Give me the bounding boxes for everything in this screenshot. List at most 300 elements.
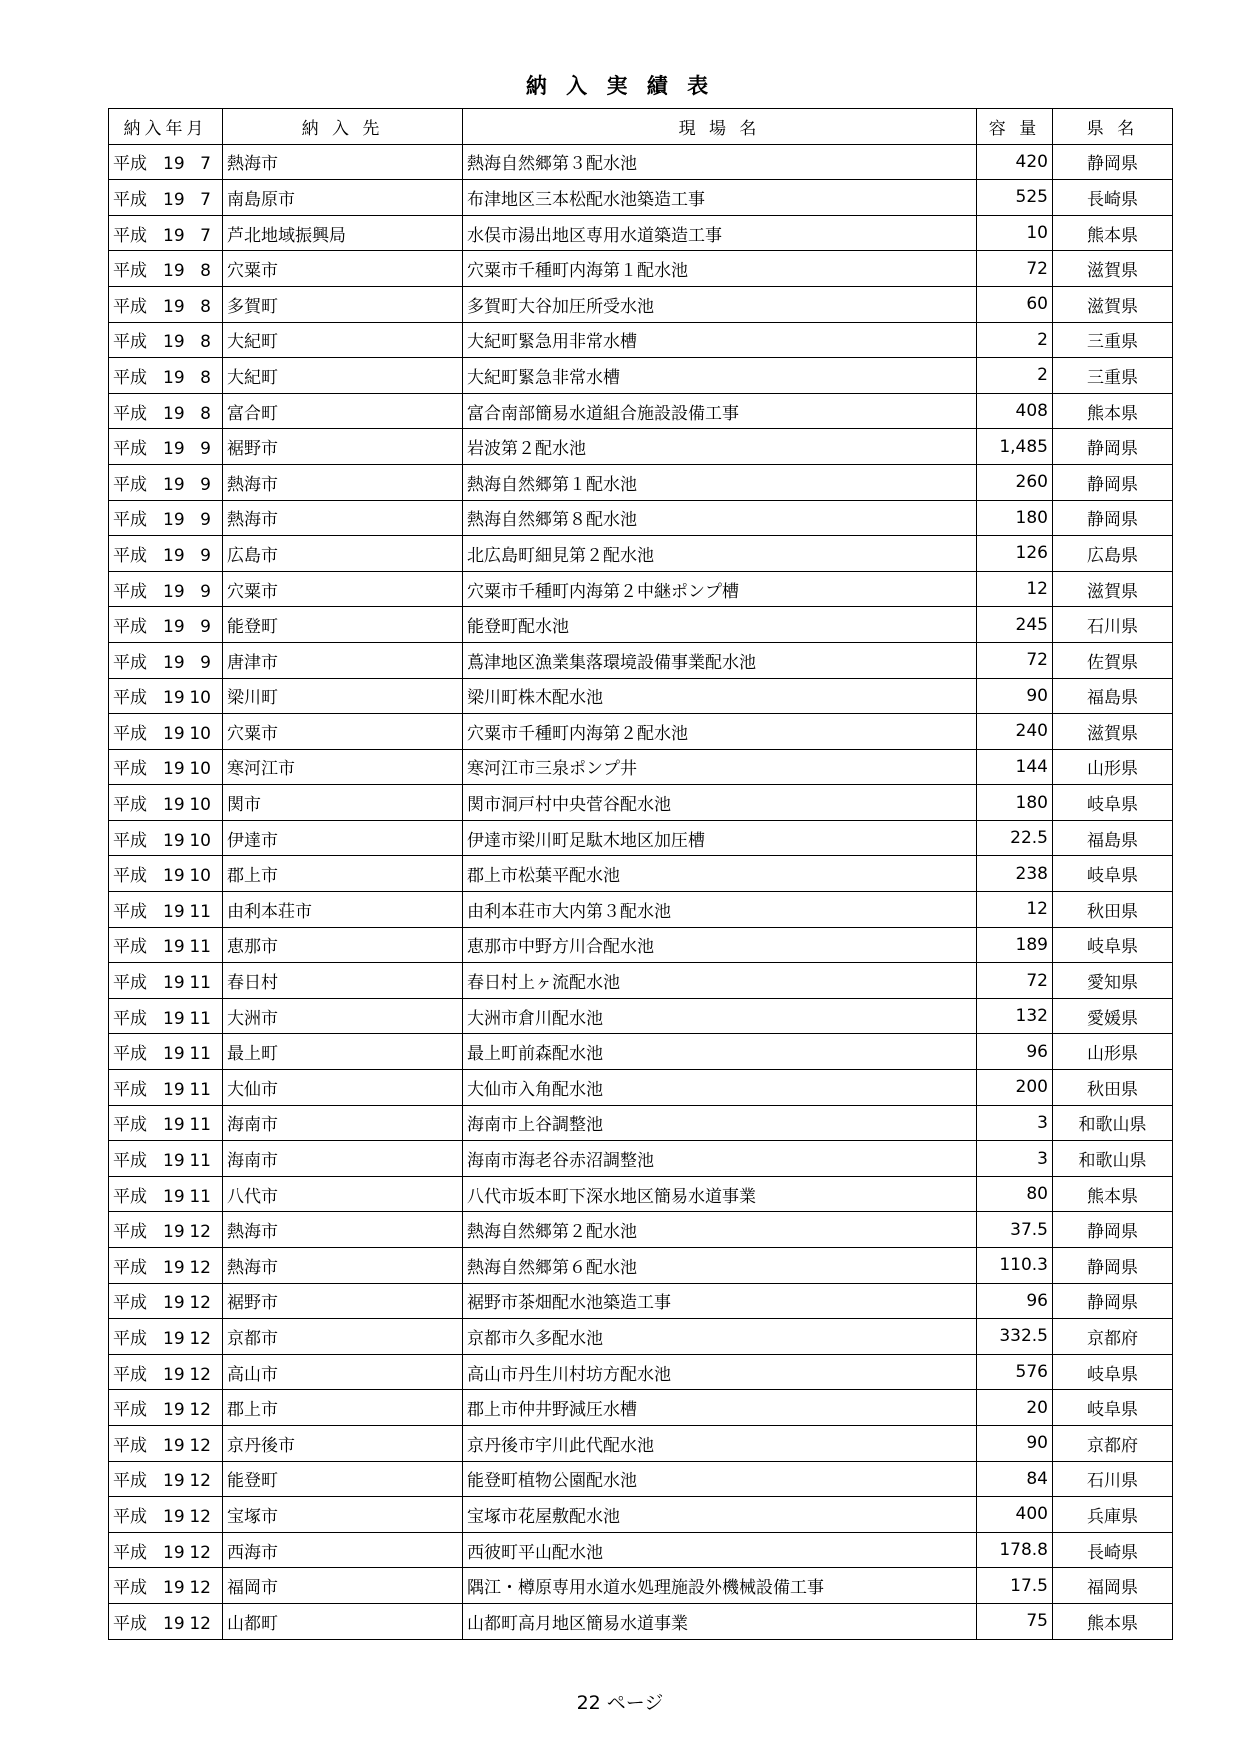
client-cell: 伊達市 [223,820,463,856]
client-cell: 熱海市 [223,1212,463,1248]
table-row [109,500,1173,536]
table-row [109,1425,1173,1461]
page-number: 22 ページ [576,1692,664,1714]
delivery-date-cell [109,963,223,999]
delivery-date-cell [109,358,223,394]
delivery-date-cell [109,1568,223,1604]
site-cell: 水俣市湯出地区専用水道築造工事 [463,215,977,251]
client-cell: 海南市 [223,1141,463,1177]
capacity-cell: 60 [977,286,1053,322]
month: 12 [189,1435,211,1456]
site-cell: 海南市上谷調整池 [463,1105,977,1141]
year: 19 [163,937,185,958]
site-cell: 伊達市梁川町足駄木地区加圧槽 [463,820,977,856]
capacity-cell: 180 [977,500,1053,536]
capacity-cell: 10 [977,215,1053,251]
delivery-date-cell [109,1461,223,1497]
header-site: 現 場 名 [463,109,977,145]
year: 19 [163,617,185,638]
month: 9 [200,439,211,460]
table-row [109,393,1173,429]
delivery-date-cell [109,1212,223,1248]
month: 11 [189,973,211,994]
year: 19 [163,759,185,780]
month: 9 [200,581,211,602]
client-cell: 寒河江市 [223,749,463,785]
month: 11 [189,1008,211,1029]
month: 12 [189,1471,211,1492]
header-capacity: 容 量 [977,109,1053,145]
client-cell: 大仙市 [223,1070,463,1106]
delivery-date-cell [109,1070,223,1106]
client-cell: 福岡市 [223,1568,463,1604]
delivery-date-cell [109,571,223,607]
client-cell: 穴粟市 [223,571,463,607]
prefecture-cell: 長崎県 [1053,1532,1173,1568]
site-cell: 大仙市入角配水池 [463,1070,977,1106]
table-row [109,180,1173,216]
capacity-cell: 400 [977,1497,1053,1533]
prefecture-cell: 福島県 [1053,820,1173,856]
site-cell: 京丹後市宇川此代配水池 [463,1425,977,1461]
table-row [109,785,1173,821]
era: 平成 [113,332,147,353]
month: 11 [189,901,211,922]
prefecture-cell: 岐阜県 [1053,1354,1173,1390]
month: 10 [189,688,211,709]
site-cell: 郡上市松葉平配水池 [463,856,977,892]
year: 19 [163,1257,185,1278]
era: 平成 [113,1115,147,1136]
client-cell: 南島原市 [223,180,463,216]
table-row [109,429,1173,465]
year: 19 [163,154,185,175]
year: 19 [163,581,185,602]
month: 11 [189,1044,211,1065]
era: 平成 [113,403,147,424]
prefecture-cell: 静岡県 [1053,144,1173,180]
month: 10 [189,795,211,816]
prefecture-cell: 和歌山県 [1053,1141,1173,1177]
header-prefecture: 県 名 [1053,109,1173,145]
month: 12 [189,1613,211,1634]
table-row [109,322,1173,358]
prefecture-cell: 滋賀県 [1053,251,1173,287]
table-row [109,749,1173,785]
month: 12 [189,1257,211,1278]
delivery-date-cell [109,785,223,821]
prefecture-cell: 三重県 [1053,322,1173,358]
year: 19 [163,189,185,210]
prefecture-cell: 熊本県 [1053,1176,1173,1212]
era: 平成 [113,367,147,388]
month: 11 [189,1186,211,1207]
delivery-date-cell [109,215,223,251]
site-cell: 山都町高月地区簡易水道事業 [463,1603,977,1639]
year: 19 [163,866,185,887]
capacity-cell: 525 [977,180,1053,216]
client-cell: 芦北地域振興局 [223,215,463,251]
prefecture-cell: 三重県 [1053,358,1173,394]
prefecture-cell: 滋賀県 [1053,571,1173,607]
capacity-cell: 90 [977,1425,1053,1461]
capacity-cell: 144 [977,749,1053,785]
year: 19 [163,1542,185,1563]
table-row [109,1319,1173,1355]
delivery-date-cell [109,998,223,1034]
capacity-cell: 245 [977,607,1053,643]
client-cell: 富合町 [223,393,463,429]
era: 平成 [113,1079,147,1100]
year: 19 [163,1115,185,1136]
site-cell: 熱海自然郷第６配水池 [463,1248,977,1284]
capacity-cell: 17.5 [977,1568,1053,1604]
prefecture-cell: 熊本県 [1053,393,1173,429]
client-cell: 大紀町 [223,322,463,358]
capacity-cell: 90 [977,678,1053,714]
client-cell: 海南市 [223,1105,463,1141]
delivery-date-cell [109,1283,223,1319]
delivery-date-cell [109,1425,223,1461]
site-cell: 隅江・樽原専用水道水処理施設外機械設備工事 [463,1568,977,1604]
delivery-date-cell [109,678,223,714]
era: 平成 [113,545,147,566]
era: 平成 [113,759,147,780]
delivery-date-cell [109,180,223,216]
month: 7 [200,189,211,210]
month: 12 [189,1542,211,1563]
era: 平成 [113,474,147,495]
month: 12 [189,1293,211,1314]
month: 11 [189,1151,211,1172]
client-cell: 多賀町 [223,286,463,322]
page-title: 納 入 実 績 表 [525,74,715,98]
capacity-cell: 332.5 [977,1319,1053,1355]
site-cell: 恵那市中野方川合配水池 [463,927,977,963]
delivery-date-cell [109,251,223,287]
year: 19 [163,1364,185,1385]
client-cell: 春日村 [223,963,463,999]
era: 平成 [113,1613,147,1634]
era: 平成 [113,510,147,531]
delivery-date-cell [109,714,223,750]
prefecture-cell: 和歌山県 [1053,1105,1173,1141]
year: 19 [163,1151,185,1172]
year: 19 [163,367,185,388]
year: 19 [163,795,185,816]
site-cell: 布津地区三本松配水池築造工事 [463,180,977,216]
year: 19 [163,1471,185,1492]
capacity-cell: 420 [977,144,1053,180]
table-row [109,1070,1173,1106]
prefecture-cell: 山形県 [1053,749,1173,785]
prefecture-cell: 静岡県 [1053,1248,1173,1284]
site-cell: 海南市海老谷赤沼調整池 [463,1141,977,1177]
year: 19 [163,1328,185,1349]
era: 平成 [113,901,147,922]
delivery-date-cell [109,464,223,500]
prefecture-cell: 愛媛県 [1053,998,1173,1034]
table-row [109,963,1173,999]
era: 平成 [113,296,147,317]
era: 平成 [113,1044,147,1065]
table-row [109,856,1173,892]
era: 平成 [113,1222,147,1243]
site-cell: 高山市丹生川村坊方配水池 [463,1354,977,1390]
prefecture-cell: 石川県 [1053,1461,1173,1497]
era: 平成 [113,1008,147,1029]
table-row [109,607,1173,643]
capacity-cell: 200 [977,1070,1053,1106]
table-row [109,1497,1173,1533]
site-cell: 多賀町大谷加圧所受水池 [463,286,977,322]
site-cell: 岩波第２配水池 [463,429,977,465]
capacity-cell: 37.5 [977,1212,1053,1248]
table-row [109,251,1173,287]
client-cell: 熱海市 [223,464,463,500]
capacity-cell: 3 [977,1105,1053,1141]
prefecture-cell: 佐賀県 [1053,642,1173,678]
prefecture-cell: 秋田県 [1053,1070,1173,1106]
site-cell: 穴粟市千種町内海第２中継ポンプ槽 [463,571,977,607]
capacity-cell: 132 [977,998,1053,1034]
table-row [109,286,1173,322]
client-cell: 大紀町 [223,358,463,394]
prefecture-cell: 静岡県 [1053,464,1173,500]
capacity-cell: 72 [977,963,1053,999]
table-row [109,714,1173,750]
prefecture-cell: 福岡県 [1053,1568,1173,1604]
header-date: 納入年月 [109,109,223,145]
site-cell: 大紀町緊急用非常水槽 [463,322,977,358]
year: 19 [163,332,185,353]
client-cell: 能登町 [223,1461,463,1497]
year: 19 [163,1222,185,1243]
table-body [109,144,1173,1639]
year: 19 [163,1578,185,1599]
prefecture-cell: 岐阜県 [1053,856,1173,892]
table-row [109,1390,1173,1426]
era: 平成 [113,1506,147,1527]
site-cell: 大洲市倉川配水池 [463,998,977,1034]
month: 12 [189,1364,211,1385]
month: 10 [189,866,211,887]
month: 8 [200,367,211,388]
table-row [109,571,1173,607]
prefecture-cell: 長崎県 [1053,180,1173,216]
table-row [109,464,1173,500]
table-row [109,1105,1173,1141]
month: 10 [189,759,211,780]
year: 19 [163,261,185,282]
year: 19 [163,688,185,709]
delivery-date-cell [109,536,223,572]
delivery-date-cell [109,393,223,429]
site-cell: 穴粟市千種町内海第１配水池 [463,251,977,287]
client-cell: 穴粟市 [223,714,463,750]
year: 19 [163,545,185,566]
year: 19 [163,296,185,317]
year: 19 [163,901,185,922]
site-cell: 由利本荘市大内第３配水池 [463,892,977,928]
year: 19 [163,1079,185,1100]
site-cell: 穴粟市千種町内海第２配水池 [463,714,977,750]
site-cell: 熱海自然郷第１配水池 [463,464,977,500]
site-cell: 蔦津地区漁業集落環境設備事業配水池 [463,642,977,678]
client-cell: 宝塚市 [223,1497,463,1533]
capacity-cell: 576 [977,1354,1053,1390]
month: 12 [189,1578,211,1599]
table-row [109,1034,1173,1070]
delivery-date-cell [109,1034,223,1070]
era: 平成 [113,795,147,816]
prefecture-cell: 滋賀県 [1053,714,1173,750]
delivery-date-cell [109,856,223,892]
prefecture-cell: 静岡県 [1053,1212,1173,1248]
era: 平成 [113,1400,147,1421]
site-cell: 京都市久多配水池 [463,1319,977,1355]
site-cell: 大紀町緊急非常水槽 [463,358,977,394]
capacity-cell: 12 [977,571,1053,607]
year: 19 [163,830,185,851]
capacity-cell: 20 [977,1390,1053,1426]
year: 19 [163,1613,185,1634]
prefecture-cell: 岐阜県 [1053,785,1173,821]
year: 19 [163,1400,185,1421]
client-cell: 熱海市 [223,500,463,536]
table-row [109,998,1173,1034]
era: 平成 [113,1542,147,1563]
era: 平成 [113,688,147,709]
site-cell: 能登町配水池 [463,607,977,643]
delivery-date-cell [109,144,223,180]
era: 平成 [113,154,147,175]
month: 9 [200,510,211,531]
client-cell: 郡上市 [223,1390,463,1426]
month: 11 [189,937,211,958]
year: 19 [163,474,185,495]
era: 平成 [113,1435,147,1456]
client-cell: 高山市 [223,1354,463,1390]
year: 19 [163,1044,185,1065]
year: 19 [163,510,185,531]
month: 11 [189,1079,211,1100]
table-header-row [109,109,1173,145]
delivery-date-cell [109,1141,223,1177]
capacity-cell: 96 [977,1034,1053,1070]
year: 19 [163,439,185,460]
delivery-date-cell [109,286,223,322]
table-row [109,1603,1173,1639]
year: 19 [163,1506,185,1527]
capacity-cell: 75 [977,1603,1053,1639]
year: 19 [163,973,185,994]
site-cell: 梁川町株木配水池 [463,678,977,714]
client-cell: 京丹後市 [223,1425,463,1461]
year: 19 [163,1008,185,1029]
capacity-cell: 178.8 [977,1532,1053,1568]
client-cell: 関市 [223,785,463,821]
client-cell: 恵那市 [223,927,463,963]
month: 9 [200,652,211,673]
era: 平成 [113,1471,147,1492]
table-row [109,1141,1173,1177]
client-cell: 最上町 [223,1034,463,1070]
capacity-cell: 1,485 [977,429,1053,465]
table-row [109,927,1173,963]
table-row [109,892,1173,928]
table-row [109,1212,1173,1248]
prefecture-cell: 静岡県 [1053,500,1173,536]
client-cell: 郡上市 [223,856,463,892]
era: 平成 [113,189,147,210]
prefecture-cell: 岐阜県 [1053,1390,1173,1426]
month: 10 [189,830,211,851]
prefecture-cell: 熊本県 [1053,215,1173,251]
site-cell: 春日村上ヶ流配水池 [463,963,977,999]
era: 平成 [113,937,147,958]
table-row [109,1283,1173,1319]
month: 12 [189,1506,211,1527]
table-row [109,1176,1173,1212]
month: 7 [200,225,211,246]
month: 7 [200,154,211,175]
month: 11 [189,1115,211,1136]
header-client: 納 入 先 [223,109,463,145]
capacity-cell: 240 [977,714,1053,750]
capacity-cell: 22.5 [977,820,1053,856]
table-row [109,1354,1173,1390]
prefecture-cell: 山形県 [1053,1034,1173,1070]
delivery-date-cell [109,642,223,678]
era: 平成 [113,866,147,887]
site-cell: 八代市坂本町下深水地区簡易水道事業 [463,1176,977,1212]
month: 8 [200,332,211,353]
era: 平成 [113,973,147,994]
client-cell: 唐津市 [223,642,463,678]
capacity-cell: 260 [977,464,1053,500]
delivery-date-cell [109,1497,223,1533]
era: 平成 [113,261,147,282]
year: 19 [163,723,185,744]
era: 平成 [113,652,147,673]
prefecture-cell: 静岡県 [1053,429,1173,465]
era: 平成 [113,1578,147,1599]
table-row [109,820,1173,856]
prefecture-cell: 石川県 [1053,607,1173,643]
client-cell: 裾野市 [223,1283,463,1319]
site-cell: 西彼町平山配水池 [463,1532,977,1568]
capacity-cell: 72 [977,642,1053,678]
delivery-date-cell [109,1248,223,1284]
client-cell: 広島市 [223,536,463,572]
table-row [109,642,1173,678]
delivery-date-cell [109,1603,223,1639]
site-cell: 富合南部簡易水道組合施設設備工事 [463,393,977,429]
month: 12 [189,1400,211,1421]
client-cell: 梁川町 [223,678,463,714]
table-row [109,215,1173,251]
month: 8 [200,403,211,424]
delivery-date-cell [109,927,223,963]
capacity-cell: 84 [977,1461,1053,1497]
site-cell: 熱海自然郷第３配水池 [463,144,977,180]
month: 9 [200,474,211,495]
site-cell: 寒河江市三泉ポンプ井 [463,749,977,785]
era: 平成 [113,1186,147,1207]
client-cell: 山都町 [223,1603,463,1639]
client-cell: 八代市 [223,1176,463,1212]
